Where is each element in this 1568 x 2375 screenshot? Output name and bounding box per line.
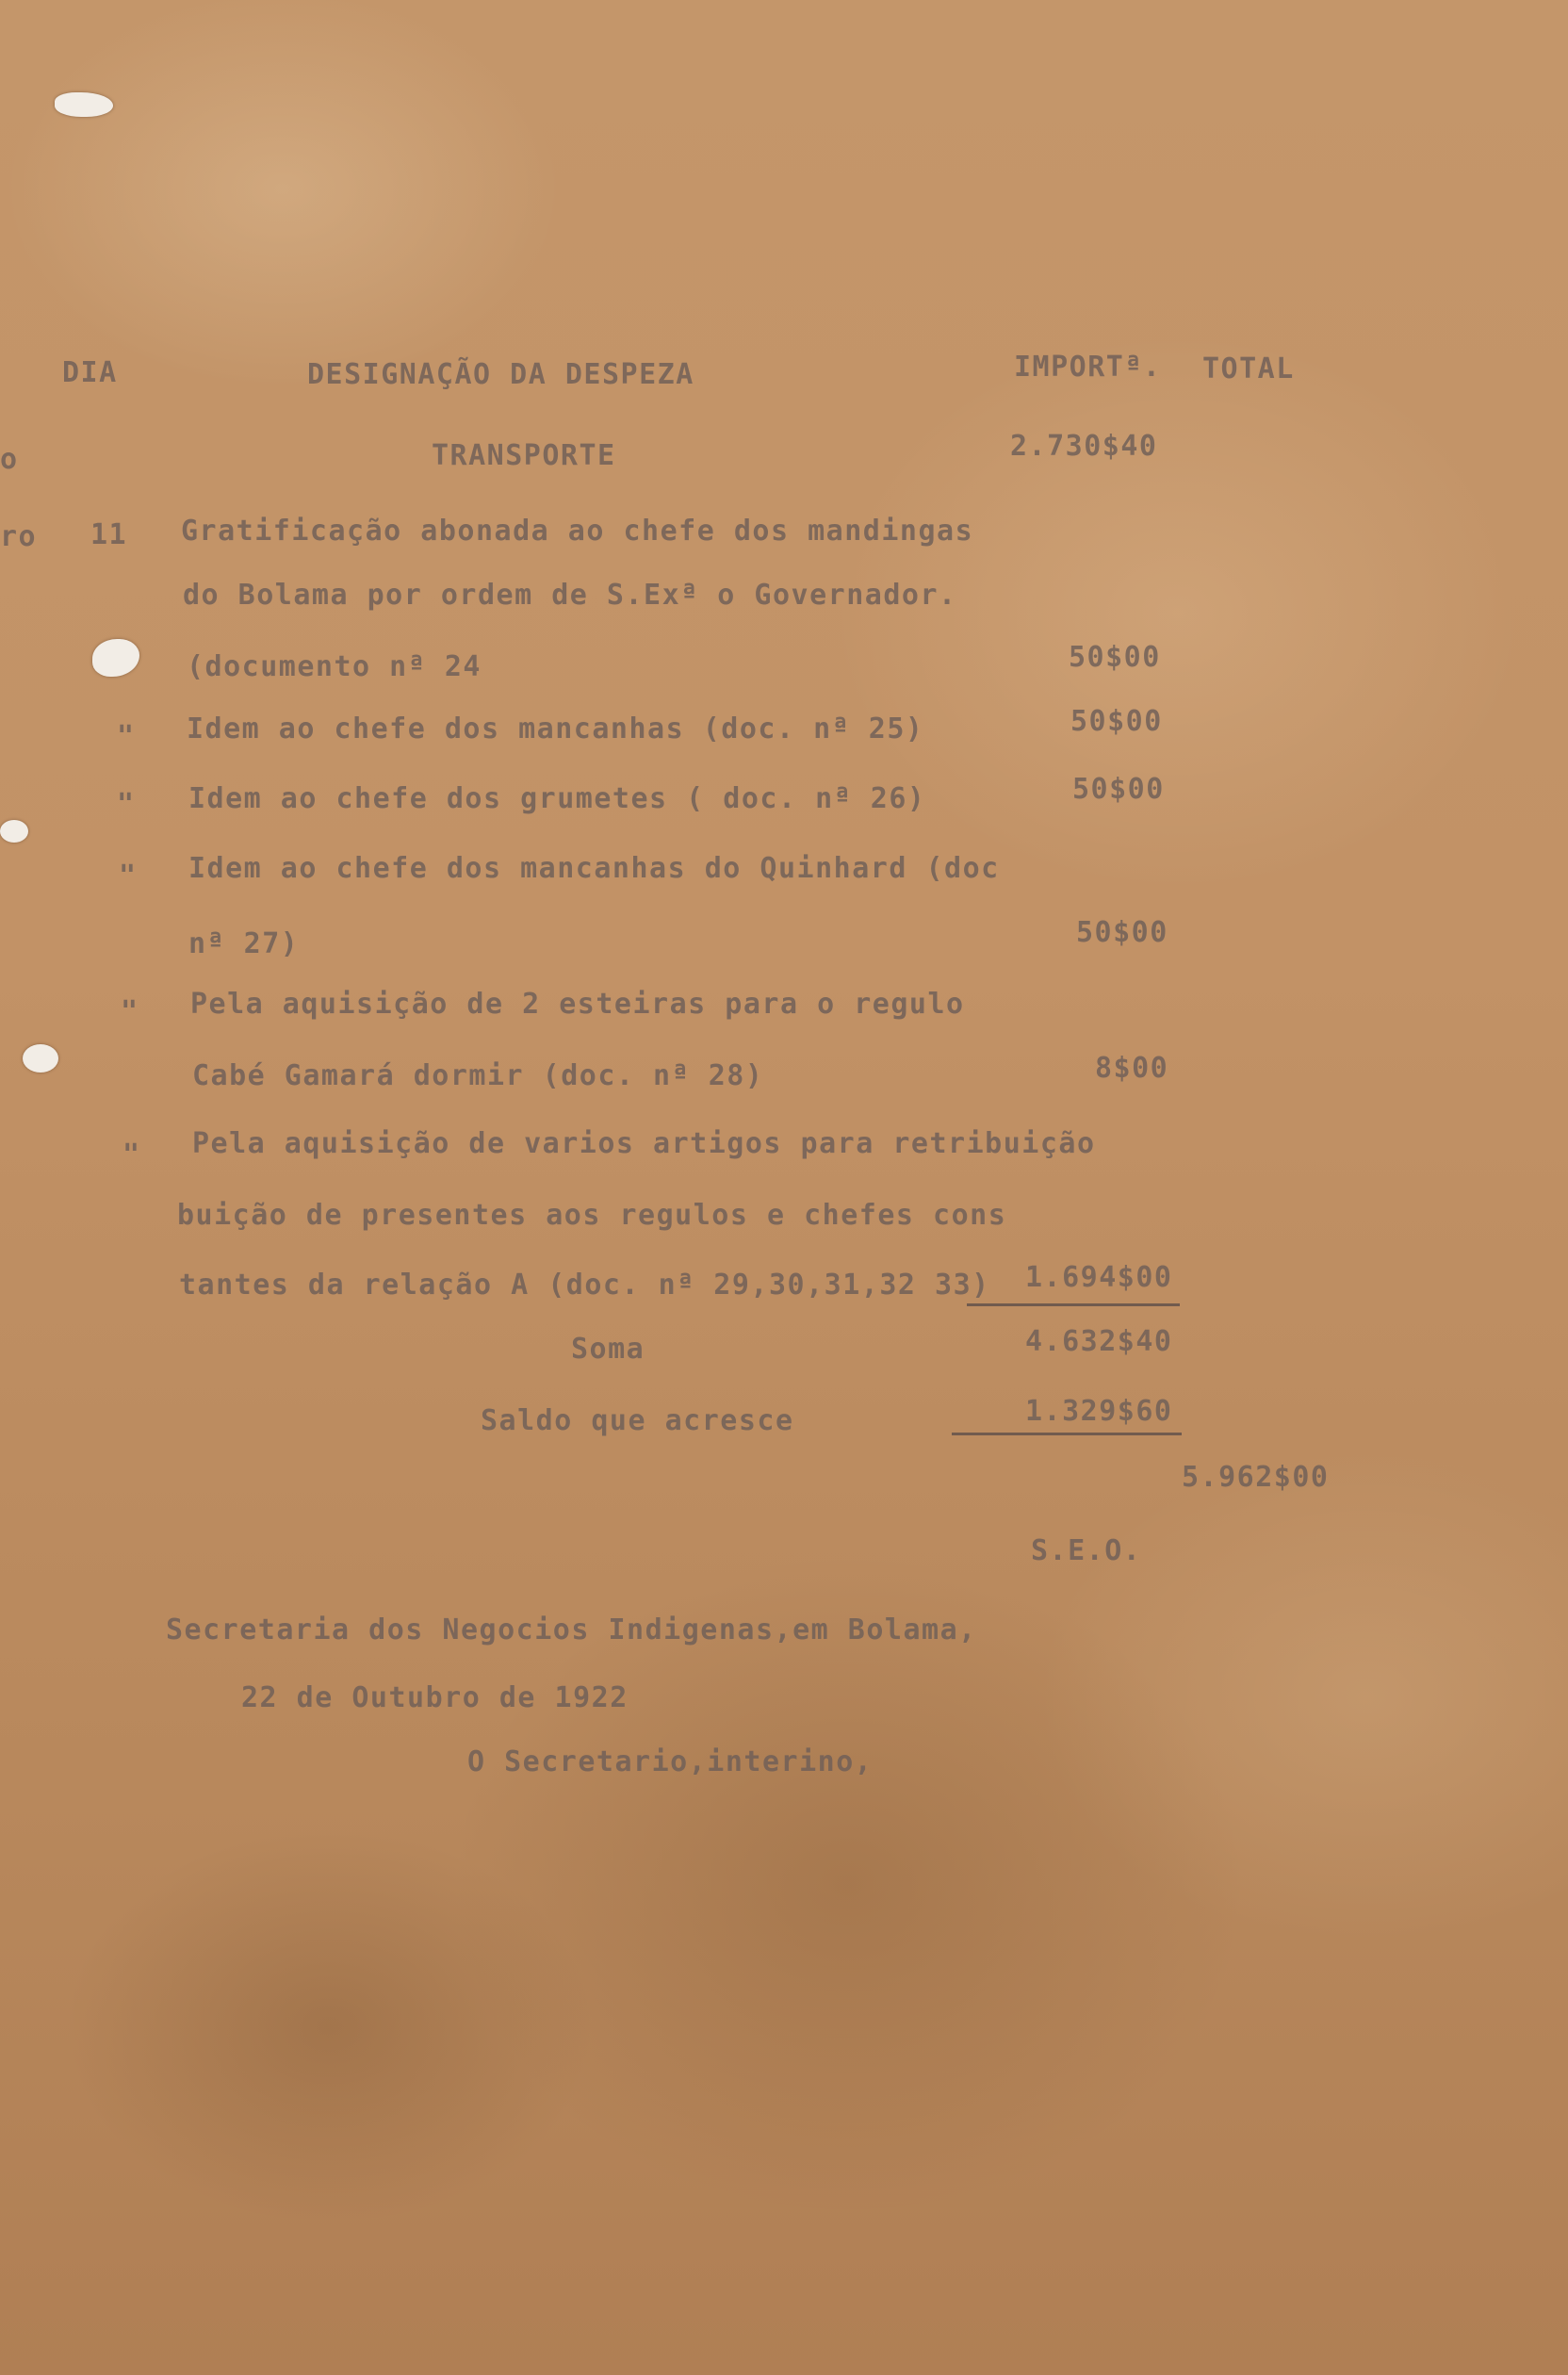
entry-line: Pela aquisição de 2 esteiras para o regulo <box>190 988 965 1021</box>
entry-amount: 50$00 <box>1069 641 1161 674</box>
saldo-label: Saldo que acresce <box>481 1404 794 1437</box>
entry-day: 11 <box>90 518 128 551</box>
soma-label: Soma <box>571 1333 645 1366</box>
entry-day: " <box>119 860 138 893</box>
entry-line: Pela aquisição de varios artigos para retribuição <box>192 1127 1096 1160</box>
entry-amount: 50$00 <box>1076 916 1168 949</box>
entry-line: (documento nª 24 <box>187 650 482 683</box>
footer-date: 22 de Outubro de 1922 <box>241 1681 629 1714</box>
entry-day: " <box>121 995 139 1028</box>
entry-line: tantes da relação A (doc. nª 29,30,31,32 33) <box>179 1269 990 1302</box>
punch-hole-top <box>55 92 113 117</box>
header-day: DIA <box>62 356 118 389</box>
header-designation: DESIGNAÇÃO DA DESPEZA <box>307 358 694 391</box>
entry-line: Cabé Gamará dormir (doc. nª 28) <box>192 1059 764 1092</box>
footer-place: Secretaria dos Negocios Indigenas,em Bolama, <box>166 1613 977 1646</box>
entry-day: " <box>122 1138 141 1171</box>
grand-total: 5.962$00 <box>1182 1461 1330 1494</box>
soma-amount: 4.632$40 <box>1025 1325 1173 1358</box>
header-total: TOTAL <box>1202 352 1295 385</box>
saldo-rule <box>952 1433 1182 1435</box>
entry-line: Idem ao chefe dos mancanhas do Quinhard (doc <box>188 852 1000 885</box>
seo-mark: S.E.O. <box>1031 1534 1142 1567</box>
entry-amount: 50$00 <box>1070 705 1163 738</box>
footer-signatory: O Secretario,interino, <box>467 1745 874 1778</box>
subtotal-rule <box>967 1303 1180 1306</box>
header-amount: IMPORTª. <box>1014 351 1162 384</box>
entry-line: Idem ao chefe dos mancanhas (doc. nª 25) <box>187 712 924 745</box>
punch-hole-lower <box>23 1044 58 1073</box>
entry-day: " <box>117 788 136 821</box>
saldo-amount: 1.329$60 <box>1025 1395 1173 1428</box>
entry-amount: 8$00 <box>1095 1052 1169 1085</box>
entry-line: nª 27) <box>188 927 300 960</box>
entry-line: do Bolama por ordem de S.Exª o Governador. <box>183 579 957 612</box>
punch-hole-edge <box>0 820 28 843</box>
transport-amount: 2.730$40 <box>1010 430 1158 463</box>
entry-line: Idem ao chefe dos grumetes ( doc. nª 26) <box>188 782 926 815</box>
entry-amount: 1.694$00 <box>1025 1261 1173 1294</box>
entry-line: Gratificação abonada ao chefe dos mandingas <box>181 515 974 548</box>
entry-line: buição de presentes aos regulos e chefes cons <box>177 1199 1007 1232</box>
margin-mark-a: o <box>0 443 19 476</box>
entry-amount: 50$00 <box>1072 773 1165 806</box>
margin-mark-b: ro <box>0 520 38 553</box>
transport-label: TRANSPORTE <box>432 439 616 472</box>
entry-day: " <box>117 720 136 753</box>
punch-hole-upper <box>92 639 139 677</box>
